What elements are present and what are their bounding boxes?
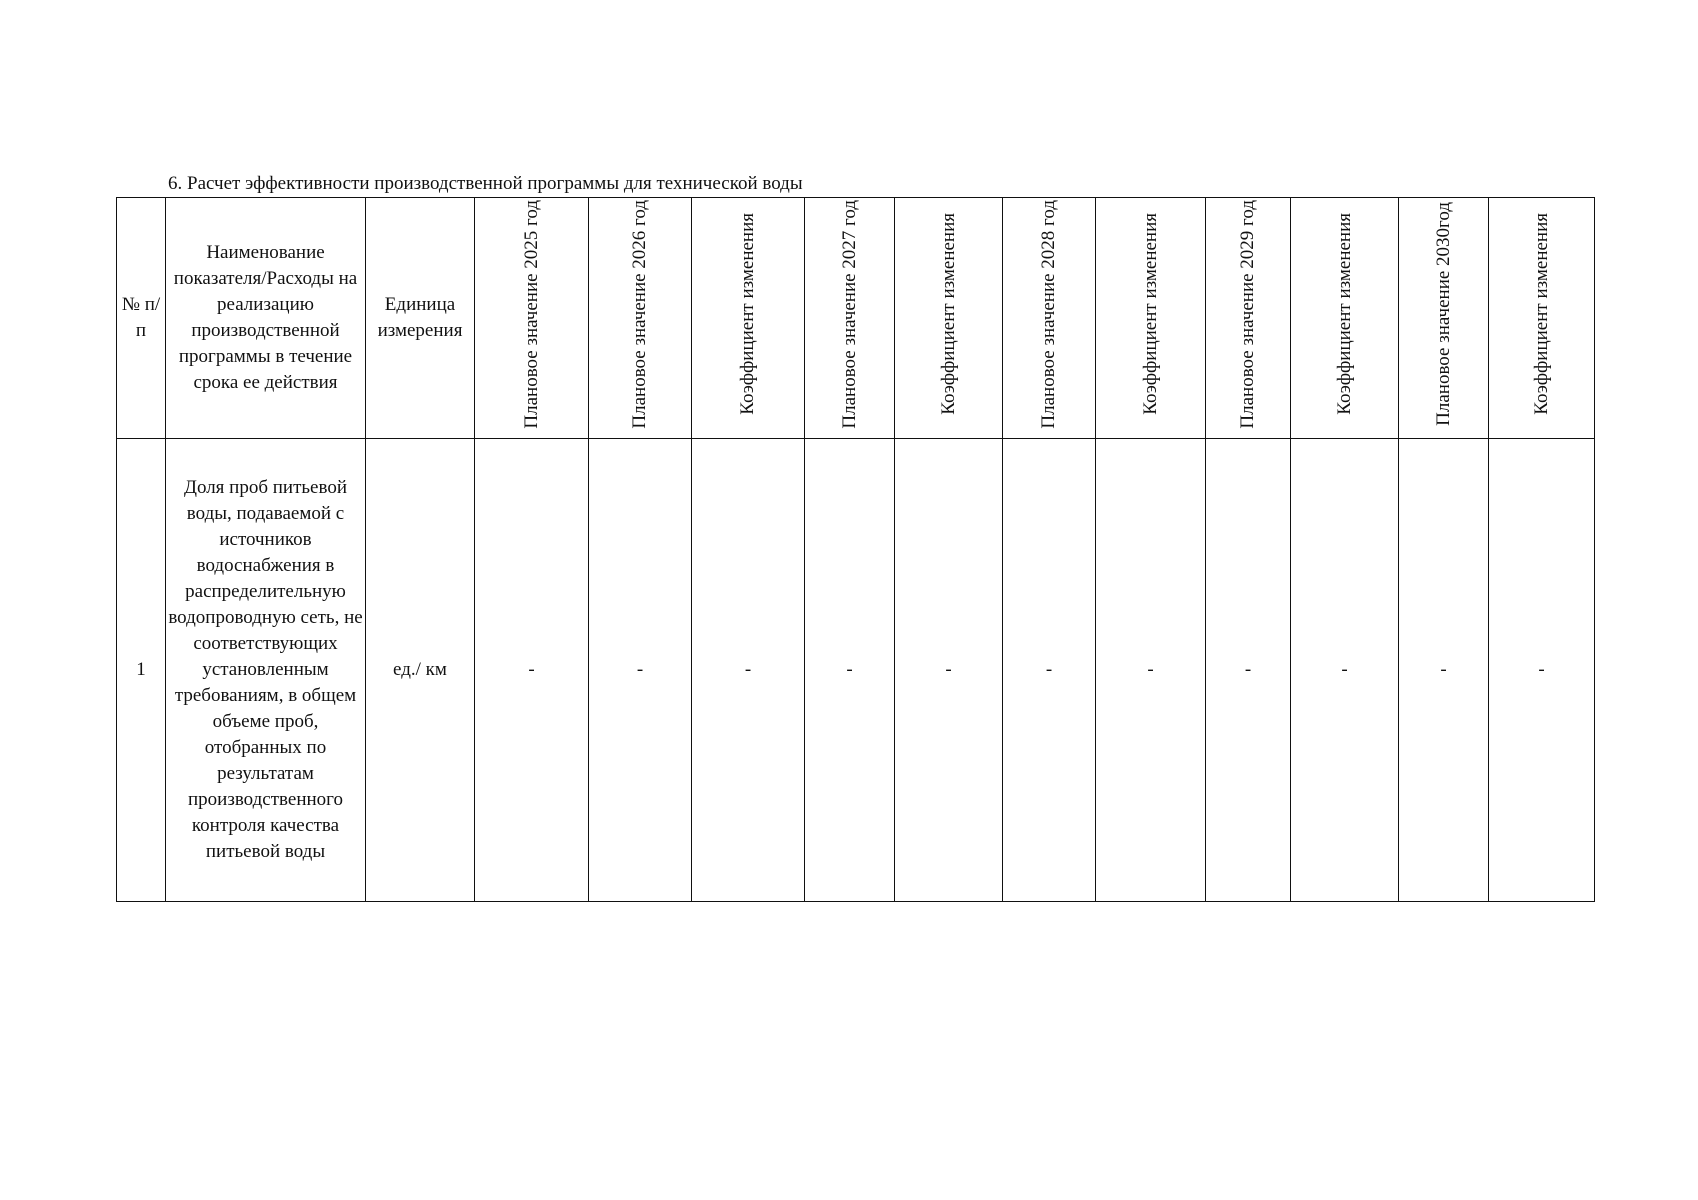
document-title: 6. Расчет эффективности производственной программы для технической воды xyxy=(168,173,803,194)
header-plan-2027: Плановое значение 2027 год xyxy=(805,198,895,439)
header-coef-1: Коэффициент изменения xyxy=(692,198,805,439)
cell-coef-5: - xyxy=(1489,439,1595,902)
header-name: Наименование показателя/Расходы на реализацию производственной программы в течение срока ее действия xyxy=(166,198,366,439)
header-coef-4: Коэффициент изменения xyxy=(1291,198,1399,439)
table-row xyxy=(117,439,1595,902)
header-plan-2025: Плановое значение 2025 год xyxy=(475,198,589,439)
cell-coef-2: - xyxy=(895,439,1003,902)
header-plan-2028: Плановое значение 2028 год xyxy=(1003,198,1096,439)
header-coef-2: Коэффициент изменения xyxy=(895,198,1003,439)
header-unit: Единица измерения xyxy=(366,198,475,439)
cell-plan-2027: - xyxy=(805,439,895,902)
header-coef-3: Коэффициент изменения xyxy=(1096,198,1206,439)
table-header-row xyxy=(117,198,1595,439)
cell-name: Доля проб питьевой воды, подаваемой с источников водоснабжения в распределительную водопроводную сеть, не соответствующих установленным требованиям, в общем объеме проб, отобранных по результатам производственного контроля качества питьевой воды xyxy=(166,439,366,902)
cell-unit: ед./ км xyxy=(366,439,475,902)
cell-plan-2026: - xyxy=(589,439,692,902)
cell-coef-4: - xyxy=(1291,439,1399,902)
header-num: № п/п xyxy=(117,198,166,439)
efficiency-table xyxy=(116,197,1595,902)
cell-num: 1 xyxy=(117,439,166,902)
cell-coef-3: - xyxy=(1096,439,1206,902)
cell-plan-2029: - xyxy=(1206,439,1291,902)
header-plan-2030: Плановое значение 2030год xyxy=(1399,198,1489,439)
header-plan-2029: Плановое значение 2029 год xyxy=(1206,198,1291,439)
header-plan-2026: Плановое значение 2026 год xyxy=(589,198,692,439)
cell-plan-2025: - xyxy=(475,439,589,902)
cell-plan-2028: - xyxy=(1003,439,1096,902)
cell-plan-2030: - xyxy=(1399,439,1489,902)
cell-coef-1: - xyxy=(692,439,805,902)
header-coef-5: Коэффициент изменения xyxy=(1489,198,1595,439)
